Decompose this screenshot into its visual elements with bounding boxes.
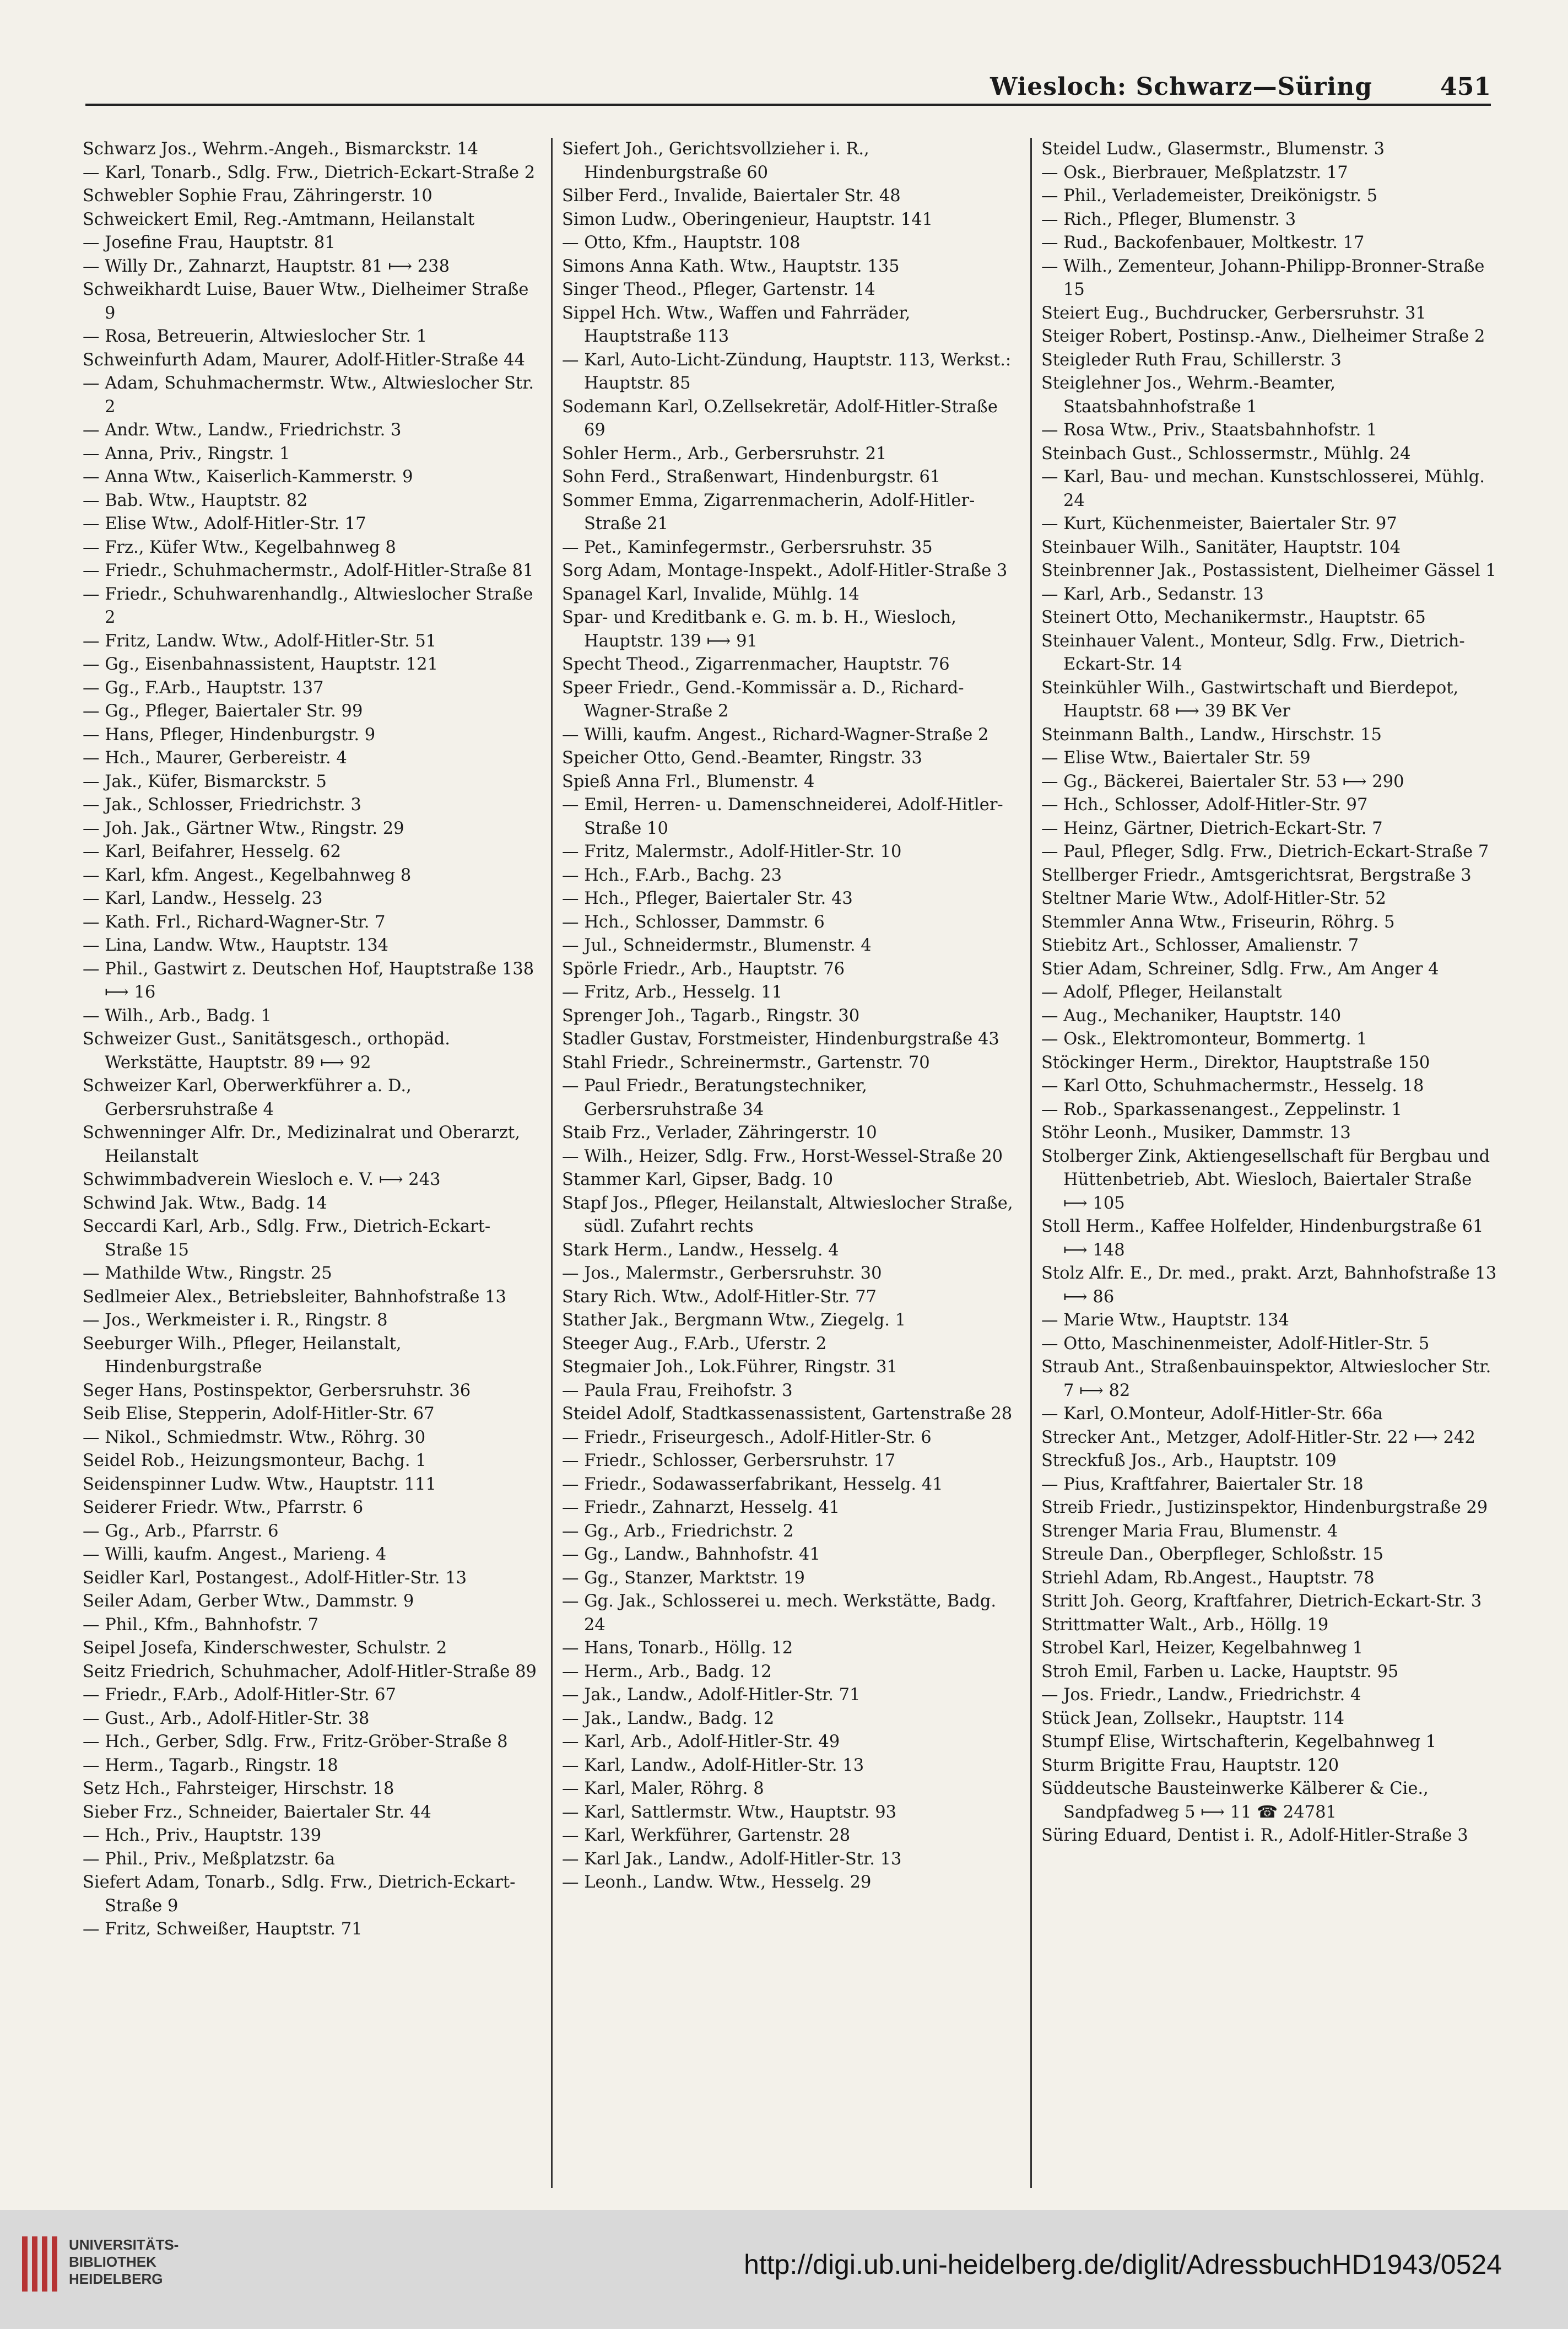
directory-entry: — Karl, Landw., Adolf-Hitler-Str. 13 <box>562 1755 864 1775</box>
directory-entry: Süddeutsche Bausteinwerke Kälberer & Cie., Sandpfadweg 5 ⟼ 11 ☎ 24781 <box>1041 1779 1429 1822</box>
running-head: Wiesloch: Schwarz—Süring <box>990 73 1372 101</box>
directory-entry: Steinbach Gust., Schlossermstr., Mühlg. 24 <box>1041 444 1411 463</box>
directory-entry: — Karl, Beifahrer, Hesselg. 62 <box>83 842 341 861</box>
directory-entry: Setz Hch., Fahrsteiger, Hirschstr. 18 <box>83 1779 394 1798</box>
directory-entry: Schwarz Jos., Wehrm.-Angeh., Bismarckstr. 14 <box>83 139 479 159</box>
directory-entry: — Hch., F.Arb., Bachg. 23 <box>562 865 782 885</box>
directory-entry: Schweinfurth Adam, Maurer, Adolf-Hitler-Straße 44 <box>83 350 525 370</box>
directory-entry: Stroh Emil, Farben u. Lacke, Hauptstr. 95 <box>1041 1662 1399 1681</box>
directory-entry: — Phil., Kfm., Bahnhofstr. 7 <box>83 1615 319 1635</box>
directory-entry: — Kurt, Küchenmeister, Baiertaler Str. 97 <box>1041 514 1397 533</box>
directory-entry: — Friedr., Schuhwarenhandlg., Altwieslocher Straße 2 <box>83 584 533 627</box>
directory-entry: — Gg., Eisenbahnassistent, Hauptstr. 121 <box>83 655 438 674</box>
directory-entry: Seidel Rob., Heizungsmonteur, Bachg. 1 <box>83 1451 426 1470</box>
directory-entry: — Karl, Maler, Röhrg. 8 <box>562 1779 764 1798</box>
directory-entry: Sodemann Karl, O.Zellsekretär, Adolf-Hitler-Straße 69 <box>562 397 998 440</box>
directory-entry: Sprenger Joh., Tagarb., Ringstr. 30 <box>562 1006 860 1026</box>
directory-entry: — Friedr., F.Arb., Adolf-Hitler-Str. 67 <box>83 1685 396 1705</box>
directory-entry: Specht Theod., Zigarrenmacher, Hauptstr. 76 <box>562 655 950 674</box>
directory-entry: Seidler Karl, Postangest., Adolf-Hitler-Str. 13 <box>83 1568 467 1588</box>
directory-entry: — Fritz, Landw. Wtw., Adolf-Hitler-Str. 51 <box>83 631 437 651</box>
directory-entry: — Osk., Bierbrauer, Meßplatzstr. 17 <box>1041 163 1348 182</box>
directory-entry: — Willi, kaufm. Angest., Marieng. 4 <box>83 1545 387 1564</box>
directory-entry: — Anna, Priv., Ringstr. 1 <box>83 444 290 463</box>
directory-entry: Sieber Frz., Schneider, Baiertaler Str. 44 <box>83 1802 431 1822</box>
directory-entry: — Fritz, Arb., Hesselg. 11 <box>562 983 783 1002</box>
directory-entry: Stather Jak., Bergmann Wtw., Ziegelg. 1 <box>562 1311 906 1330</box>
directory-entry: — Bab. Wtw., Hauptstr. 82 <box>83 490 308 510</box>
directory-entry: Schwimmbadverein Wiesloch e. V. ⟼ 243 <box>83 1170 441 1189</box>
directory-entry: Speer Friedr., Gend.-Kommissär a. D., Richard-Wagner-Straße 2 <box>562 678 964 721</box>
directory-entry: — Pius, Kraftfahrer, Baiertaler Str. 18 <box>1041 1474 1364 1494</box>
directory-entry: Stapf Jos., Pfleger, Heilanstalt, Altwieslocher Straße, südl. Zufahrt rechts <box>562 1193 1013 1236</box>
directory-entry: — Karl, Tonarb., Sdlg. Frw., Dietrich-Eckart-Straße 2 <box>83 163 536 182</box>
directory-entry: Steinbauer Wilh., Sanitäter, Hauptstr. 104 <box>1041 537 1401 557</box>
directory-entry: — Friedr., Schuhmachermstr., Adolf-Hitler-Straße 81 <box>83 561 534 580</box>
directory-entry: Seib Elise, Stepperin, Adolf-Hitler-Str. 67 <box>83 1404 435 1424</box>
directory-entry: Simons Anna Kath. Wtw., Hauptstr. 135 <box>562 256 900 276</box>
directory-entry: Singer Theod., Pfleger, Gartenstr. 14 <box>562 280 875 299</box>
directory-entry: Seiler Adam, Gerber Wtw., Dammstr. 9 <box>83 1592 414 1611</box>
directory-entry: Steinbrenner Jak., Postassistent, Dielheimer Gässel 1 <box>1041 561 1496 580</box>
directory-entry: — Gust., Arb., Adolf-Hitler-Str. 38 <box>83 1708 370 1728</box>
directory-entry: — Nikol., Schmiedmstr. Wtw., Röhrg. 30 <box>83 1427 426 1447</box>
directory-entry: Steidel Ludw., Glasermstr., Blumenstr. 3 <box>1041 139 1385 159</box>
directory-entry: — Josefine Frau, Hauptstr. 81 <box>83 233 336 252</box>
directory-entry: — Friedr., Zahnarzt, Hesselg. 41 <box>562 1498 840 1517</box>
directory-entry: Steeger Aug., F.Arb., Uferstr. 2 <box>562 1334 827 1354</box>
directory-entry: Sturm Brigitte Frau, Hauptstr. 120 <box>1041 1755 1339 1775</box>
directory-entry: Steinhauer Valent., Monteur, Sdlg. Frw., Dietrich-Eckart-Str. 14 <box>1041 631 1465 674</box>
directory-entry: — Rich., Pfleger, Blumenstr. 3 <box>1041 209 1296 229</box>
directory-entry: — Rosa, Betreuerin, Altwieslocher Str. 1 <box>83 327 428 346</box>
directory-entry: Seipel Josefa, Kinderschwester, Schulstr. 2 <box>83 1638 447 1658</box>
column-2 <box>562 138 1019 2204</box>
directory-entry: — Jos. Friedr., Landw., Friedrichstr. 4 <box>1041 1685 1361 1705</box>
source-url[interactable]: http://digi.ub.uni-heidelberg.de/diglit/AdressbuchHD1943/0524 <box>744 2249 1502 2280</box>
directory-entry: Stritt Joh. Georg, Kraftfahrer, Dietrich-Eckart-Str. 3 <box>1041 1592 1482 1611</box>
directory-columns <box>83 138 1499 2204</box>
directory-entry: Seitz Friedrich, Schuhmacher, Adolf-Hitler-Straße 89 <box>83 1662 537 1681</box>
directory-entry: Seccardi Karl, Arb., Sdlg. Frw., Dietrich-Eckart-Straße 15 <box>83 1217 491 1260</box>
directory-entry: Stolz Alfr. E., Dr. med., prakt. Arzt, Bahnhofstraße 13 ⟼ 86 <box>1041 1264 1497 1307</box>
directory-entry: — Gg. Jak., Schlosserei u. mech. Werkstätte, Badg. 24 <box>562 1592 997 1635</box>
directory-entry: — Jak., Schlosser, Friedrichstr. 3 <box>83 795 361 815</box>
directory-entry: — Jos., Malermstr., Gerbersruhstr. 30 <box>562 1264 882 1283</box>
directory-entry: — Karl, Auto-Licht-Zündung, Hauptstr. 113, Werkst.: Hauptstr. 85 <box>562 350 1012 393</box>
directory-entry: Steiert Eug., Buchdrucker, Gerbersruhstr. 31 <box>1041 303 1426 323</box>
directory-entry: — Mathilde Wtw., Ringstr. 25 <box>83 1264 332 1283</box>
directory-entry: — Gg., Bäckerei, Baiertaler Str. 53 ⟼ 290 <box>1041 772 1404 791</box>
directory-entry: Steidel Adolf, Stadtkassenassistent, Gartenstraße 28 <box>562 1404 1013 1424</box>
directory-entry: Spanagel Karl, Invalide, Mühlg. 14 <box>562 584 859 604</box>
directory-entry: — Karl, Arb., Sedanstr. 13 <box>1041 584 1264 604</box>
directory-entry: — Gg., Stanzer, Marktstr. 19 <box>562 1568 805 1588</box>
directory-entry: — Jak., Landw., Badg. 12 <box>562 1708 775 1728</box>
directory-entry: Stemmler Anna Wtw., Friseurin, Röhrg. 5 <box>1041 912 1395 932</box>
directory-entry: — Gg., F.Arb., Hauptstr. 137 <box>83 678 324 698</box>
directory-entry: Strobel Karl, Heizer, Kegelbahnweg 1 <box>1041 1638 1364 1658</box>
directory-entry: Schweizer Gust., Sanitätsgesch., orthopäd. Werkstätte, Hauptstr. 89 ⟼ 92 <box>83 1029 450 1072</box>
directory-entry: Steiglehner Jos., Wehrm.-Beamter, Staatsbahnhofstraße 1 <box>1041 374 1336 417</box>
directory-entry: — Hch., Schlosser, Dammstr. 6 <box>562 912 825 932</box>
directory-entry: — Paul, Pfleger, Sdlg. Frw., Dietrich-Eckart-Straße 7 <box>1041 842 1489 861</box>
column-3 <box>1041 138 1499 2204</box>
directory-entry: Seeburger Wilh., Pfleger, Heilanstalt, Hindenburgstraße <box>83 1334 402 1377</box>
directory-entry: — Adam, Schuhmachermstr. Wtw., Altwieslocher Str. 2 <box>83 374 534 417</box>
page-number: 451 <box>1440 73 1491 101</box>
directory-entry: Schweizer Karl, Oberwerkführer a. D., Gerbersruhstraße 4 <box>83 1076 412 1119</box>
directory-entry: — Emil, Herren- u. Damenschneiderei, Adolf-Hitler-Straße 10 <box>562 795 1003 838</box>
directory-entry: — Friedr., Friseurgesch., Adolf-Hitler-Str. 6 <box>562 1427 932 1447</box>
directory-entry: Straub Ant., Straßenbauinspektor, Altwieslocher Str. 7 ⟼ 82 <box>1041 1357 1491 1400</box>
directory-entry: — Karl, kfm. Angest., Kegelbahnweg 8 <box>83 865 412 885</box>
directory-entry: Sippel Hch. Wtw., Waffen und Fahrräder, Hauptstraße 113 <box>562 303 911 346</box>
directory-entry: Seidenspinner Ludw. Wtw., Hauptstr. 111 <box>83 1474 436 1494</box>
directory-entry: — Lina, Landw. Wtw., Hauptstr. 134 <box>83 936 389 955</box>
directory-entry: — Karl, Bau- und mechan. Kunstschlosserei, Mühlg. 24 <box>1041 467 1485 510</box>
library-logo-icon <box>22 2236 61 2292</box>
directory-entry: — Otto, Maschinenmeister, Adolf-Hitler-Str. 5 <box>1041 1334 1430 1354</box>
directory-entry: Stellberger Friedr., Amtsgerichtsrat, Bergstraße 3 <box>1041 865 1472 885</box>
directory-entry: Steinmann Balth., Landw., Hirschstr. 15 <box>1041 725 1382 745</box>
directory-entry: Stark Herm., Landw., Hesselg. 4 <box>562 1240 839 1260</box>
directory-entry: Stumpf Elise, Wirtschafterin, Kegelbahnweg 1 <box>1041 1732 1437 1751</box>
directory-entry: Staib Frz., Verlader, Zähringerstr. 10 <box>562 1123 877 1142</box>
directory-entry: — Paul Friedr., Beratungstechniker, Gerbersruhstraße 34 <box>562 1076 867 1119</box>
directory-entry: Stolberger Zink, Aktiengesellschaft für Bergbau und Hüttenbetrieb, Abt. Wiesloch, Baiertaler Straße ⟼ 105 <box>1041 1146 1490 1213</box>
directory-entry: — Heinz, Gärtner, Dietrich-Eckart-Str. 7 <box>1041 818 1383 838</box>
column-1 <box>83 138 540 2204</box>
directory-entry: — Gg., Arb., Friedrichstr. 2 <box>562 1521 794 1541</box>
directory-entry: Stier Adam, Schreiner, Sdlg. Frw., Am Anger 4 <box>1041 959 1439 979</box>
directory-entry: Steltner Marie Wtw., Adolf-Hitler-Str. 52 <box>1041 889 1386 908</box>
directory-entry: Stary Rich. Wtw., Adolf-Hitler-Str. 77 <box>562 1287 877 1307</box>
directory-entry: Steinkühler Wilh., Gastwirtschaft und Bierdepot, Hauptstr. 68 ⟼ 39 BK Ver <box>1041 678 1459 721</box>
directory-entry: Süring Eduard, Dentist i. R., Adolf-Hitler-Straße 3 <box>1041 1826 1468 1845</box>
directory-entry: Spörle Friedr., Arb., Hauptstr. 76 <box>562 959 845 979</box>
directory-entry: Stöhr Leonh., Musiker, Dammstr. 13 <box>1041 1123 1351 1142</box>
directory-entry: — Gg., Arb., Pfarrstr. 6 <box>83 1521 279 1541</box>
directory-entry: — Wilh., Heizer, Sdlg. Frw., Horst-Wessel-Straße 20 <box>562 1146 1003 1166</box>
directory-entry: — Andr. Wtw., Landw., Friedrichstr. 3 <box>83 420 402 440</box>
directory-entry: — Karl, Landw., Hesselg. 23 <box>83 889 323 908</box>
directory-entry: — Gg., Landw., Bahnhofstr. 41 <box>562 1545 820 1564</box>
directory-entry: — Karl, Sattlermstr. Wtw., Hauptstr. 93 <box>562 1802 897 1822</box>
directory-entry: — Karl, O.Monteur, Adolf-Hitler-Str. 66a <box>1041 1404 1383 1424</box>
directory-entry: — Wilh., Arb., Badg. 1 <box>83 1006 272 1026</box>
directory-entry: Streib Friedr., Justizinspektor, Hindenburgstraße 29 <box>1041 1498 1488 1517</box>
directory-entry: Speicher Otto, Gend.-Beamter, Ringstr. 33 <box>562 748 922 768</box>
directory-entry: Sommer Emma, Zigarrenmacherin, Adolf-Hitler-Straße 21 <box>562 490 975 533</box>
directory-entry: — Phil., Priv., Meßplatzstr. 6a <box>83 1849 336 1869</box>
directory-entry: — Jul., Schneidermstr., Blumenstr. 4 <box>562 936 872 955</box>
directory-entry: Stahl Friedr., Schreinermstr., Gartenstr. 70 <box>562 1053 930 1072</box>
directory-entry: Stück Jean, Zollsekr., Hauptstr. 114 <box>1041 1708 1345 1728</box>
directory-entry: — Hch., Gerber, Sdlg. Frw., Fritz-Gröber-Straße 8 <box>83 1732 508 1751</box>
directory-entry: Streckfuß Jos., Arb., Hauptstr. 109 <box>1041 1451 1337 1470</box>
directory-entry: — Pet., Kaminfegermstr., Gerbersruhstr. 35 <box>562 537 933 557</box>
directory-entry: — Karl, Arb., Adolf-Hitler-Str. 49 <box>562 1732 840 1751</box>
directory-entry: Simon Ludw., Oberingenieur, Hauptstr. 141 <box>562 209 933 229</box>
directory-entry: Strittmatter Walt., Arb., Höllg. 19 <box>1041 1615 1329 1635</box>
directory-entry: — Jak., Küfer, Bismarckstr. 5 <box>83 772 327 791</box>
directory-entry: — Elise Wtw., Adolf-Hitler-Str. 17 <box>83 514 366 533</box>
library-name: UNIVERSITÄTS- BIBLIOTHEK HEIDELBERG <box>69 2236 179 2287</box>
directory-entry: — Anna Wtw., Kaiserlich-Kammerstr. 9 <box>83 467 413 487</box>
directory-entry: — Wilh., Zementeur, Johann-Philipp-Bronner-Straße 15 <box>1041 256 1485 299</box>
directory-entry: Strecker Ant., Metzger, Adolf-Hitler-Str. 22 ⟼ 242 <box>1041 1427 1475 1447</box>
column-divider <box>1030 138 1032 2188</box>
directory-entry: — Osk., Elektromonteur, Bommertg. 1 <box>1041 1029 1367 1049</box>
directory-entry: — Phil., Gastwirt z. Deutschen Hof, Hauptstraße 138 ⟼ 16 <box>83 959 534 1002</box>
directory-entry: — Frz., Küfer Wtw., Kegelbahnweg 8 <box>83 537 396 557</box>
directory-entry: — Herm., Arb., Badg. 12 <box>562 1662 772 1681</box>
directory-entry: — Joh. Jak., Gärtner Wtw., Ringstr. 29 <box>83 818 404 838</box>
directory-entry: Sorg Adam, Montage-Inspekt., Adolf-Hitler-Straße 3 <box>562 561 1008 580</box>
directory-entry: — Hch., Priv., Hauptstr. 139 <box>83 1826 322 1845</box>
directory-entry: Seger Hans, Postinspektor, Gerbersruhstr. 36 <box>83 1381 471 1400</box>
directory-entry: — Kath. Frl., Richard-Wagner-Str. 7 <box>83 912 386 932</box>
directory-entry: — Karl Otto, Schuhmachermstr., Hesselg. 18 <box>1041 1076 1424 1096</box>
directory-entry: — Rob., Sparkassenangest., Zeppelinstr. 1 <box>1041 1099 1402 1119</box>
column-divider <box>551 138 553 2188</box>
directory-entry: Steinert Otto, Mechanikermstr., Hauptstr. 65 <box>1041 608 1426 627</box>
directory-entry: Siefert Joh., Gerichtsvollzieher i. R., Hindenburgstraße 60 <box>562 139 869 182</box>
directory-entry: Sohler Herm., Arb., Gerbersruhstr. 21 <box>562 444 887 463</box>
directory-entry: — Phil., Verlademeister, Dreikönigstr. 5 <box>1041 186 1378 206</box>
directory-entry: — Rosa Wtw., Priv., Staatsbahnhofstr. 1 <box>1041 420 1377 440</box>
directory-entry: — Fritz, Malermstr., Adolf-Hitler-Str. 10 <box>562 842 902 861</box>
directory-entry: Striehl Adam, Rb.Angest., Hauptstr. 78 <box>1041 1568 1375 1588</box>
directory-entry: Schweikhardt Luise, Bauer Wtw., Dielheimer Straße 9 <box>83 280 529 323</box>
directory-entry: — Jak., Landw., Adolf-Hitler-Str. 71 <box>562 1685 861 1705</box>
directory-entry: — Fritz, Schweißer, Hauptstr. 71 <box>83 1920 363 1939</box>
directory-entry: Schwind Jak. Wtw., Badg. 14 <box>83 1193 327 1213</box>
directory-entry: Sohn Ferd., Straßenwart, Hindenburgstr. 61 <box>562 467 941 487</box>
directory-entry: Stoll Herm., Kaffee Holfelder, Hindenburgstraße 61 ⟼ 148 <box>1041 1217 1484 1260</box>
directory-entry: Stöckinger Herm., Direktor, Hauptstraße 150 <box>1041 1053 1430 1072</box>
directory-entry: — Paula Frau, Freihofstr. 3 <box>562 1381 793 1400</box>
directory-entry: Spar- und Kreditbank e. G. m. b. H., Wiesloch, Hauptstr. 139 ⟼ 91 <box>562 608 956 651</box>
directory-entry: Stegmaier Joh., Lok.Führer, Ringstr. 31 <box>562 1357 897 1377</box>
directory-entry: — Aug., Mechaniker, Hauptstr. 140 <box>1041 1006 1342 1026</box>
directory-entry: Streule Dan., Oberpfleger, Schloßstr. 15 <box>1041 1545 1384 1564</box>
directory-entry: Siefert Adam, Tonarb., Sdlg. Frw., Dietrich-Eckart-Straße 9 <box>83 1873 516 1916</box>
directory-entry: Steiger Robert, Postinsp.-Anw., Dielheimer Straße 2 <box>1041 327 1485 346</box>
directory-entry: — Adolf, Pfleger, Heilanstalt <box>1041 983 1282 1002</box>
directory-entry: Schwebler Sophie Frau, Zähringerstr. 10 <box>83 186 432 206</box>
directory-entry: Stadler Gustav, Forstmeister, Hindenburgstraße 43 <box>562 1029 999 1049</box>
directory-entry: Sedlmeier Alex., Betriebsleiter, Bahnhofstraße 13 <box>83 1287 506 1307</box>
directory-entry: — Friedr., Sodawasserfabrikant, Hesselg. 41 <box>562 1474 943 1494</box>
directory-entry: — Marie Wtw., Hauptstr. 134 <box>1041 1311 1289 1330</box>
directory-entry: — Gg., Pfleger, Baiertaler Str. 99 <box>83 702 363 721</box>
directory-entry: — Jos., Werkmeister i. R., Ringstr. 8 <box>83 1311 388 1330</box>
directory-entry: — Hch., Pfleger, Baiertaler Str. 43 <box>562 889 853 908</box>
directory-entry: — Hch., Maurer, Gerbereistr. 4 <box>83 748 347 768</box>
directory-entry: — Friedr., Schlosser, Gerbersruhstr. 17 <box>562 1451 896 1470</box>
page-header <box>85 65 1491 106</box>
directory-entry: — Herm., Tagarb., Ringstr. 18 <box>83 1755 338 1775</box>
directory-entry: Seiderer Friedr. Wtw., Pfarrstr. 6 <box>83 1498 364 1517</box>
directory-entry: Strenger Maria Frau, Blumenstr. 4 <box>1041 1521 1338 1541</box>
directory-entry: Silber Ferd., Invalide, Baiertaler Str. 48 <box>562 186 901 206</box>
directory-entry: — Leonh., Landw. Wtw., Hesselg. 29 <box>562 1873 872 1892</box>
directory-entry: — Elise Wtw., Baiertaler Str. 59 <box>1041 748 1311 768</box>
directory-entry: Stammer Karl, Gipser, Badg. 10 <box>562 1170 834 1189</box>
directory-entry: — Willi, kaufm. Angest., Richard-Wagner-Straße 2 <box>562 725 989 745</box>
directory-entry: — Hans, Pfleger, Hindenburgstr. 9 <box>83 725 376 745</box>
directory-entry: — Karl Jak., Landw., Adolf-Hitler-Str. 13 <box>562 1849 902 1869</box>
digitization-footer <box>0 2210 1568 2329</box>
directory-entry: — Willy Dr., Zahnarzt, Hauptstr. 81 ⟼ 238 <box>83 256 450 276</box>
directory-entry: — Otto, Kfm., Hauptstr. 108 <box>562 233 801 252</box>
directory-entry: Schweickert Emil, Reg.-Amtmann, Heilanstalt <box>83 209 475 229</box>
directory-entry: — Hans, Tonarb., Höllg. 12 <box>562 1638 793 1658</box>
directory-entry: Schwenninger Alfr. Dr., Medizinalrat und Oberarzt, Heilanstalt <box>83 1123 520 1166</box>
directory-entry: Steigleder Ruth Frau, Schillerstr. 3 <box>1041 350 1342 370</box>
directory-entry: — Karl, Werkführer, Gartenstr. 28 <box>562 1826 851 1845</box>
directory-entry: Stiebitz Art., Schlosser, Amalienstr. 7 <box>1041 936 1359 955</box>
directory-entry: — Rud., Backofenbauer, Moltkestr. 17 <box>1041 233 1365 252</box>
directory-entry: — Hch., Schlosser, Adolf-Hitler-Str. 97 <box>1041 795 1368 815</box>
directory-entry: Spieß Anna Frl., Blumenstr. 4 <box>562 772 815 791</box>
